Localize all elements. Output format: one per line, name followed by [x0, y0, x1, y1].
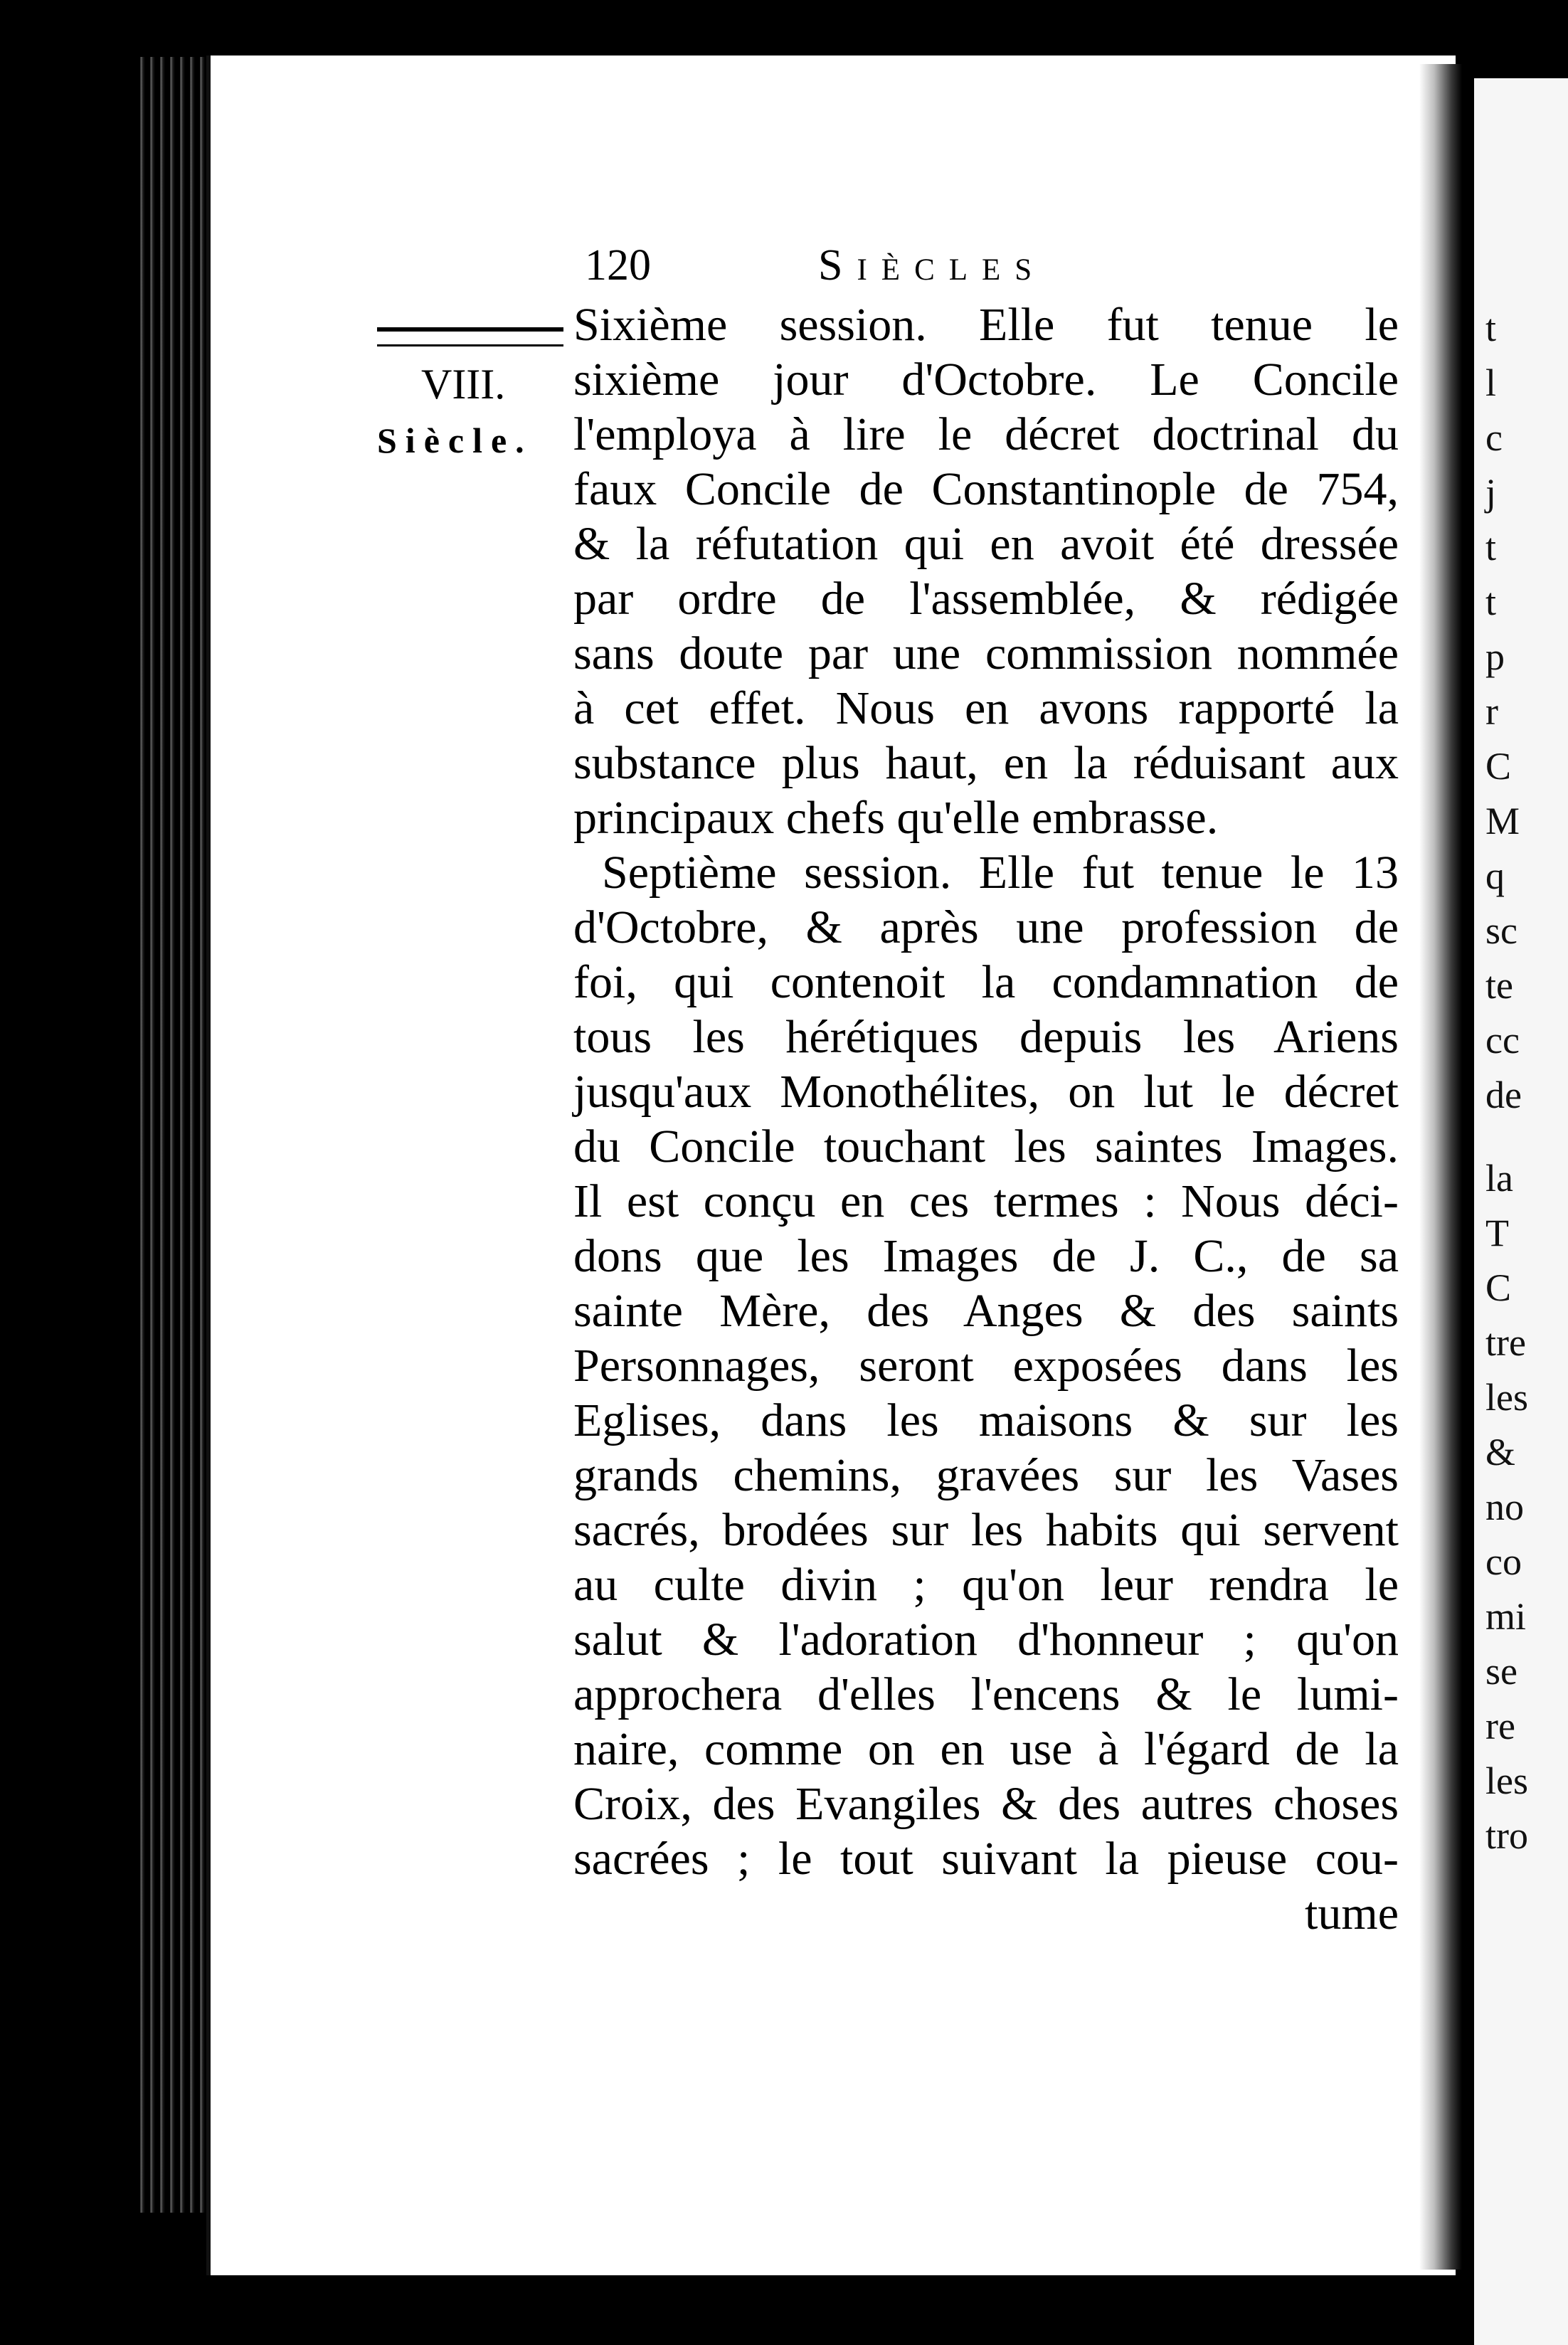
text-line: sacrées ; le tout suivant la pieuse cou- [573, 1833, 1399, 1885]
facing-page-fragment: les [1485, 1376, 1528, 1419]
text-line: approchera d'elles l'encens & le lumi- [573, 1668, 1399, 1720]
facing-page-fragment: & [1485, 1431, 1516, 1473]
text-line: Croix, des Evangiles & des autres choses [573, 1778, 1399, 1830]
text-line: du Concile touchant les saintes Images. [573, 1121, 1399, 1172]
facing-page-fragment: se [1485, 1650, 1517, 1693]
facing-page-fragment: cc [1485, 1019, 1520, 1062]
text-line: faux Concile de Constantinople de 754, [573, 463, 1399, 515]
text-line: Il est conçu en ces termes : Nous déci- [573, 1175, 1399, 1227]
facing-page-fragment: t [1485, 526, 1497, 568]
text-line: au culte divin ; qu'on leur rendra le [573, 1559, 1399, 1611]
text-line: principaux chefs qu'elle embrasse. [573, 792, 1219, 844]
page-number: 120 [585, 241, 651, 290]
text-line: sainte Mère, des Anges & des saints [573, 1285, 1399, 1337]
body-text [573, 297, 1399, 1941]
text-line: sixième jour d'Octobre. Le Concile [573, 354, 1399, 406]
facing-page-fragment: r [1485, 690, 1498, 733]
facing-page-fragment: mi [1485, 1595, 1527, 1638]
catchword: tume [1305, 1888, 1399, 1939]
page-edges [135, 57, 213, 2213]
text-line: & la réfutation qui en avoit été dressée [573, 518, 1399, 570]
text-line: Eglises, dans les maisons & sur les [573, 1394, 1399, 1446]
facing-page-fragment: co [1485, 1540, 1522, 1583]
text-line: à cet effet. Nous en avons rapporté la [573, 682, 1399, 734]
text-line: jusqu'aux Monothélites, on lut le décret [573, 1066, 1399, 1118]
facing-page-fragment: C [1485, 1266, 1512, 1309]
margin-note-siecle: Siècle. [377, 420, 533, 460]
text-line: Personnages, seront exposées dans les [573, 1340, 1399, 1392]
facing-page-fragment: p [1485, 635, 1505, 678]
facing-page-fragment: j [1485, 471, 1497, 514]
text-line: naire, comme on en use à l'égard de la [573, 1723, 1399, 1775]
text-line: sans doute par une commission nommée [573, 628, 1399, 679]
facing-page-fragment: te [1485, 964, 1513, 1007]
text-line: Sixième session. Elle fut tenue le [573, 299, 1399, 351]
facing-page-fragment: tro [1485, 1814, 1528, 1857]
facing-page-fragment: no [1485, 1486, 1524, 1528]
facing-page-fragment: t [1485, 581, 1497, 623]
facing-page-fragment: re [1485, 1705, 1515, 1747]
gutter-shadow [1419, 64, 1462, 2270]
facing-page-fragment: q [1485, 854, 1505, 897]
facing-page [1474, 78, 1568, 2345]
facing-page-fragment: la [1485, 1157, 1513, 1200]
facing-page-fragment: c [1485, 416, 1503, 459]
text-line: par ordre de l'assemblée, & rédigée [573, 573, 1399, 625]
margin-rule [377, 327, 563, 346]
text-line: foi, qui contenoit la condamnation de [573, 956, 1399, 1008]
running-title: Siècles [818, 241, 1047, 290]
text-line: dons que les Images de J. C., de sa [573, 1230, 1399, 1282]
text-line: sacrés, brodées sur les habits qui servent [573, 1504, 1399, 1556]
text-line: d'Octobre, & après une profession de [573, 901, 1399, 953]
text-line: salut & l'adoration d'honneur ; qu'on [573, 1614, 1399, 1666]
facing-page-fragment: M [1485, 800, 1520, 842]
facing-page-fragment: tre [1485, 1321, 1526, 1364]
text-line: tous les hérétiques depuis les Ariens [573, 1011, 1399, 1063]
margin-note-century: VIII. [421, 361, 506, 408]
facing-page-fragment: l [1485, 361, 1497, 404]
text-line: grands chemins, gravées sur les Vases [573, 1449, 1399, 1501]
facing-page-fragment: C [1485, 745, 1512, 788]
facing-page-fragment: t [1485, 307, 1497, 349]
facing-page-fragment: de [1485, 1074, 1522, 1116]
facing-page-fragment: sc [1485, 909, 1517, 952]
text-line: Septième session. Elle fut tenue le 13 [602, 847, 1399, 899]
text-line: substance plus haut, en la réduisant aux [573, 737, 1399, 789]
text-line: l'employa à lire le décret doctrinal du [573, 408, 1399, 460]
facing-page-fragment: les [1485, 1759, 1528, 1802]
facing-page-fragment: T [1485, 1212, 1509, 1254]
